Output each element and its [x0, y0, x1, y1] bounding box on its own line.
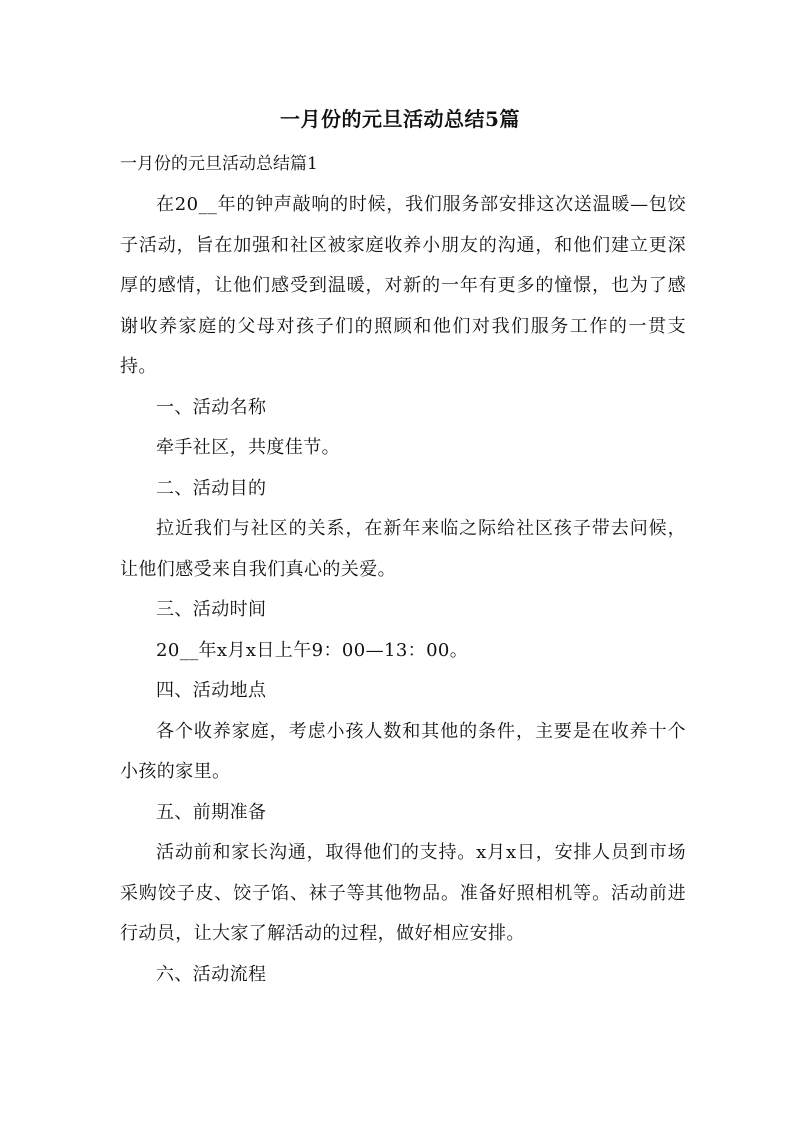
heading-activity-purpose: 二、活动目的: [156, 477, 267, 499]
intro-paragraph: 在20__年的钟声敲响的时候，我们服务部安排这次送温暖—包饺子活动，旨在加强和社区被家庭收养小朋友的沟通，和他们建立更深厚的感情，让他们感受到温暖，对新的一年有更多的憧憬，也为了感谢收养家庭的父母对孩子们的照顾和他们对我们服务工作的一贯支持。: [120, 194, 686, 377]
paragraph-activity-purpose: 拉近我们与社区的关系，在新年来临之际给社区孩子带去问候，让他们感受来自我们真心的关爱。: [120, 518, 686, 580]
heading-activity-location: 四、活动地点: [156, 680, 267, 701]
heading-activity-time: 三、活动时间: [156, 599, 267, 620]
paragraph-activity-location: 各个收养家庭，考虑小孩人数和其他的条件，主要是在收养十个小孩的家里。: [120, 720, 686, 782]
heading-activity-name: 一、活动名称: [156, 396, 267, 418]
paragraph-activity-time: 20__年x月x日上午9：00—13：00。: [156, 639, 469, 661]
heading-activity-process: 六、活动流程: [156, 963, 267, 985]
paragraph-activity-name: 牵手社区，共度佳节。: [156, 437, 340, 458]
paragraph-preparation: 活动前和家长沟通，取得他们的支持。x月x日，安排人员到市场采购饺子皮、饺子馅、袜子等其他物品。准备好照相机等。活动前进行动员，让大家了解活动的过程，做好相应安排。: [120, 842, 686, 944]
heading-preparation: 五、前期准备: [156, 801, 267, 823]
document-title: 一月份的元旦活动总结5篇: [280, 107, 520, 131]
section-subtitle: 一月份的元旦活动总结篇1: [120, 154, 318, 174]
document-body: [120, 185, 686, 995]
